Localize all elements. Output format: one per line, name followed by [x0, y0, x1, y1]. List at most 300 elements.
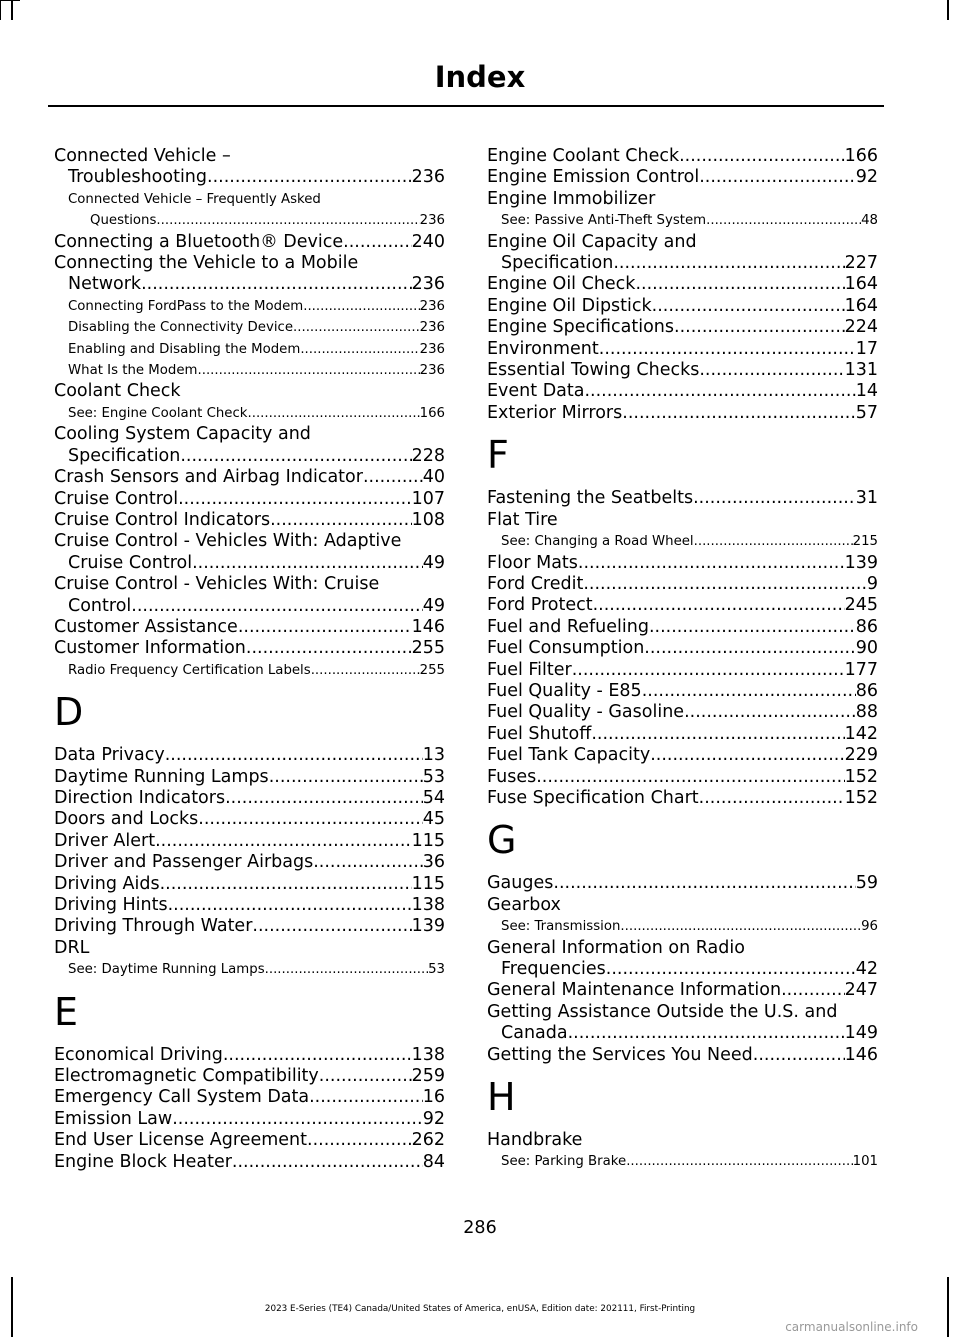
dot-leader: [642, 681, 856, 702]
dot-leader: [606, 959, 856, 980]
page-reference[interactable]: 236: [419, 320, 445, 336]
dot-leader: [622, 403, 855, 424]
index-entry[interactable]: [487, 1002, 878, 1045]
entry-text: Cruise Control - Vehicles With: Cruise: [54, 574, 380, 595]
index-entry[interactable]: [487, 873, 878, 894]
index-entry[interactable]: [487, 745, 878, 766]
entry-text: Data Privacy: [54, 745, 165, 766]
entry-text: Environment: [487, 338, 599, 359]
entry-text: Specification: [501, 253, 614, 274]
entry-text: Questions: [90, 213, 157, 229]
section-letter: G: [487, 818, 517, 863]
page-title: Index: [434, 60, 526, 94]
dot-leader: [247, 403, 419, 424]
entry-text: Floor Mats: [487, 552, 578, 573]
index-entry[interactable]: [54, 232, 445, 253]
dot-leader: [309, 1087, 423, 1108]
index-entry[interactable]: [487, 232, 878, 275]
entry-text: Engine Block Heater: [54, 1151, 232, 1172]
page-reference[interactable]: 236: [419, 213, 445, 229]
dot-leader: [160, 874, 412, 895]
index-column-left: [54, 146, 445, 1173]
entry-text: Fuel Tank Capacity: [487, 745, 651, 766]
dot-leader: [613, 253, 844, 274]
page-reference[interactable]: 227: [844, 253, 878, 274]
index-entry[interactable]: [487, 1045, 878, 1066]
page-reference[interactable]: 245: [844, 595, 878, 616]
index-entry[interactable]: [54, 1109, 445, 1130]
dot-leader: [684, 702, 856, 723]
index-entry[interactable]: [54, 489, 445, 510]
dot-leader: [265, 959, 428, 980]
page-reference[interactable]: 86: [855, 616, 878, 637]
entry-text: See: Passive Anti-Theft System: [501, 213, 707, 229]
index-entry[interactable]: [487, 980, 878, 1001]
entry-text: Driver and Passenger Airbags: [54, 852, 314, 873]
index-subentry[interactable]: [487, 1151, 878, 1172]
dot-leader: [620, 916, 861, 937]
page-reference[interactable]: 164: [844, 274, 878, 295]
entry-text: Driver Alert: [54, 830, 156, 851]
dot-leader: [706, 210, 861, 231]
index-subentry[interactable]: [487, 531, 878, 552]
dot-leader: [156, 210, 419, 231]
dot-leader: [652, 296, 845, 317]
dot-leader: [207, 167, 412, 188]
section-letter: H: [487, 1075, 516, 1120]
page-reference[interactable]: 138: [411, 895, 445, 915]
index-entry[interactable]: [54, 831, 445, 852]
footer-edition-note: 2023 E-Series (TE4) Canada/United States of America, enUSA, Edition date: 202111, First-Printing: [264, 1304, 696, 1314]
index-subentry[interactable]: [54, 317, 445, 338]
entry-text: Customer Assistance: [54, 616, 238, 637]
entry-text: Emergency Call System Data: [54, 1087, 310, 1108]
entry-text: Driving Through Water: [54, 916, 253, 937]
entry-text: See: Engine Coolant Check: [68, 405, 248, 421]
page-reference[interactable]: 45: [422, 809, 445, 830]
page-reference[interactable]: 53: [422, 766, 445, 787]
index-entry[interactable]: [487, 381, 878, 402]
index-entry[interactable]: [487, 767, 878, 788]
page-reference[interactable]: 101: [852, 1154, 878, 1170]
dot-leader: [699, 167, 855, 188]
index-entry[interactable]: [54, 574, 445, 617]
entry-text: Fuel and Refueling: [487, 616, 649, 637]
entry-text: Frequencies: [501, 959, 606, 979]
page-reference[interactable]: 236: [411, 274, 445, 295]
entry-text: Flat Tire: [487, 509, 558, 530]
page-reference[interactable]: 115: [411, 830, 445, 851]
entry-text: Enabling and Disabling the Modem: [68, 341, 301, 357]
entry-text: Driving Aids: [54, 873, 160, 894]
section-letter: E: [54, 989, 79, 1034]
page-reference[interactable]: 49: [422, 595, 445, 616]
entry-text: DRL: [54, 937, 90, 958]
page-reference[interactable]: 215: [852, 534, 878, 550]
section-letter: F: [487, 433, 509, 478]
entry-text: Troubleshooting: [68, 167, 208, 188]
dot-leader: [679, 146, 844, 167]
page-reference[interactable]: 146: [411, 616, 445, 637]
entry-text: Getting the Services You Need: [487, 1044, 753, 1065]
entry-text: Fuel Shutoff: [487, 723, 592, 744]
index-subentry[interactable]: [54, 403, 445, 424]
dot-leader: [626, 1151, 852, 1172]
index-subentry[interactable]: [54, 339, 445, 360]
dot-leader: [269, 767, 423, 788]
page-reference[interactable]: 9: [866, 573, 878, 594]
entry-text: Event Data: [487, 381, 585, 402]
page-reference[interactable]: 152: [844, 766, 878, 787]
dot-leader: [141, 274, 412, 295]
dot-leader: [694, 531, 853, 552]
entry-text: Coolant Check: [54, 381, 181, 402]
crop-mark: [0, 0, 20, 1]
crop-mark: [11, 0, 13, 20]
dot-leader: [155, 831, 412, 852]
dot-leader: [674, 317, 845, 338]
entry-text: Fuel Quality - Gasoline: [487, 702, 685, 723]
index-subentry[interactable]: [54, 660, 445, 681]
entry-text: Ford Protect: [487, 595, 593, 616]
entry-text: Connecting FordPass to the Modem: [68, 298, 304, 314]
index-entry[interactable]: [54, 809, 445, 830]
page-reference[interactable]: 240: [411, 231, 445, 252]
index-entry[interactable]: [487, 724, 878, 745]
dot-leader: [644, 638, 855, 659]
dot-leader: [363, 467, 423, 488]
dot-leader: [568, 1023, 845, 1044]
entry-text: Cruise Control Indicators: [54, 509, 271, 530]
header-divider: [48, 105, 884, 107]
entry-text: Fuel Consumption: [487, 638, 645, 659]
index-entry[interactable]: [54, 874, 445, 895]
page-reference[interactable]: 59: [855, 873, 878, 894]
page-reference[interactable]: 131: [844, 360, 878, 381]
dot-leader: [168, 895, 412, 916]
dot-leader: [650, 745, 844, 766]
index-entry[interactable]: [54, 510, 445, 531]
index-entry[interactable]: [54, 788, 445, 809]
index-entry[interactable]: [54, 531, 445, 574]
dot-leader: [293, 317, 420, 338]
entry-text: Direction Indicators: [54, 787, 226, 808]
page-reference[interactable]: 40: [422, 467, 445, 488]
page-reference[interactable]: 259: [411, 1066, 445, 1087]
index-entry[interactable]: [487, 317, 878, 338]
index-entry[interactable]: [54, 146, 445, 189]
entry-text: Connecting a Bluetooth® Device: [54, 231, 344, 252]
index-entry[interactable]: [487, 574, 878, 595]
dot-leader: [635, 274, 844, 295]
index-entry[interactable]: [54, 1152, 445, 1173]
dot-leader: [593, 595, 845, 616]
index-entry[interactable]: [54, 938, 445, 959]
index-entry[interactable]: [487, 1130, 878, 1151]
entry-text: Disabling the Connectivity Device: [68, 320, 294, 336]
index-entry[interactable]: [487, 553, 878, 574]
index-entry[interactable]: [487, 167, 878, 188]
dot-leader: [180, 446, 411, 467]
entry-text: Exterior Mirrors: [487, 402, 623, 423]
entry-text: General Maintenance Information: [487, 980, 782, 1001]
entry-text: End User License Agreement: [54, 1130, 307, 1151]
page-reference[interactable]: 17: [855, 338, 878, 359]
dot-leader: [311, 660, 420, 681]
entry-text: Driving Hints: [54, 895, 168, 915]
entry-text: Cruise Control - Vehicles With: Adaptive: [54, 531, 402, 552]
entry-text: Network: [68, 274, 142, 295]
page-reference[interactable]: 48: [861, 213, 878, 229]
page-reference[interactable]: 139: [411, 916, 445, 937]
page-reference[interactable]: 236: [419, 363, 445, 379]
dot-leader: [536, 767, 844, 788]
index-entry[interactable]: [487, 339, 878, 360]
entry-text: Engine Emission Control: [487, 167, 700, 188]
page-reference[interactable]: 164: [844, 295, 878, 316]
index-entry[interactable]: [487, 638, 878, 659]
page-reference[interactable]: 107: [411, 488, 445, 509]
page-reference[interactable]: 86: [855, 680, 878, 701]
entry-text: Connecting the Vehicle to a Mobile: [54, 253, 359, 274]
index-entry[interactable]: [54, 916, 445, 937]
page-reference[interactable]: 90: [855, 638, 878, 659]
page-reference[interactable]: 54: [422, 787, 445, 808]
entry-text: Handbrake: [487, 1130, 583, 1151]
index-subentry[interactable]: [54, 959, 445, 980]
index-entry[interactable]: [54, 253, 445, 296]
page-reference[interactable]: 247: [844, 980, 878, 1001]
index-entry[interactable]: [487, 296, 878, 317]
entry-text: Crash Sensors and Airbag Indicator: [54, 467, 363, 488]
entry-text: Gearbox: [487, 894, 561, 915]
dot-leader: [223, 1045, 412, 1066]
page-reference[interactable]: 166: [419, 405, 445, 421]
dot-leader: [303, 296, 419, 317]
crop-mark: [0, 0, 1, 20]
entry-text: Engine Oil Check: [487, 274, 636, 295]
dot-leader: [781, 980, 845, 1001]
index-entry[interactable]: [487, 938, 878, 981]
watermark: carmanualsonline.info: [785, 1320, 918, 1334]
page-number: 286: [463, 1218, 497, 1238]
entry-text: Customer Information: [54, 638, 246, 659]
entry-text: Fuel Quality - E85: [487, 680, 642, 701]
index-entry[interactable]: [54, 1087, 445, 1108]
entry-text: Cruise Control: [68, 552, 193, 573]
dot-leader: [178, 489, 412, 510]
dot-leader: [270, 510, 412, 531]
dot-leader: [313, 852, 423, 873]
page-reference[interactable]: 224: [844, 317, 878, 338]
page-reference[interactable]: 13: [422, 745, 445, 766]
page-reference[interactable]: 88: [855, 702, 878, 723]
dot-leader: [553, 873, 855, 894]
dot-leader: [238, 617, 412, 638]
index-entry[interactable]: [54, 1045, 445, 1066]
index-entry[interactable]: [487, 660, 878, 681]
index-subentry[interactable]: [487, 210, 878, 231]
page-reference[interactable]: 92: [422, 1108, 445, 1129]
entry-text: See: Transmission: [501, 919, 621, 935]
page-reference[interactable]: 96: [861, 919, 878, 935]
index-subentry[interactable]: [487, 916, 878, 937]
page-reference[interactable]: 42: [855, 959, 878, 979]
page-reference[interactable]: 53: [428, 962, 445, 978]
entry-text: See: Parking Brake: [501, 1154, 627, 1170]
entry-text: Doors and Locks: [54, 809, 199, 830]
entry-text: Essential Towing Checks: [487, 360, 700, 381]
index-entry[interactable]: [54, 467, 445, 488]
entry-text: Fastening the Seatbelts: [487, 488, 694, 509]
entry-text: Electromagnetic Compatibility: [54, 1066, 319, 1087]
page-reference[interactable]: 229: [844, 745, 878, 766]
dot-leader: [583, 574, 867, 595]
entry-text: General Information on Radio: [487, 937, 745, 958]
index-entry[interactable]: [487, 788, 878, 809]
dot-leader: [599, 339, 856, 360]
page-reference[interactable]: 84: [422, 1151, 445, 1172]
index-entry[interactable]: [54, 745, 445, 766]
entry-text: Radio Frequency Certification Labels: [68, 662, 311, 678]
index-entry[interactable]: [54, 638, 445, 659]
entry-text: Cruise Control: [54, 488, 179, 509]
entry-text: Engine Coolant Check: [487, 146, 680, 166]
page-reference[interactable]: 108: [411, 509, 445, 530]
entry-text: Canada: [501, 1023, 568, 1044]
entry-text: Engine Oil Capacity and: [487, 231, 697, 252]
page-reference[interactable]: 31: [855, 488, 878, 509]
dot-leader: [572, 660, 845, 681]
entry-text: Engine Immobilizer: [487, 188, 656, 209]
dot-leader: [307, 1130, 412, 1151]
entry-text: Engine Specifications: [487, 317, 675, 338]
dot-leader: [225, 788, 423, 809]
dot-leader: [131, 596, 422, 617]
index-column-right: [487, 146, 878, 1173]
dot-leader: [343, 232, 411, 253]
entry-text: Gauges: [487, 873, 554, 894]
page-reference[interactable]: 139: [844, 552, 878, 573]
dot-leader: [753, 1045, 845, 1066]
entry-text: Specification: [68, 445, 181, 466]
dot-leader: [192, 553, 423, 574]
page-reference[interactable]: 255: [411, 638, 445, 659]
page-reference[interactable]: 236: [419, 298, 445, 314]
entry-text: Connected Vehicle – Frequently Asked: [68, 191, 321, 207]
entry-text: What Is the Modem: [68, 363, 198, 379]
entry-text: Getting Assistance Outside the U.S. and: [487, 1001, 838, 1022]
entry-text: Fuse Specification Chart: [487, 787, 699, 808]
index-entry[interactable]: [54, 852, 445, 873]
page-reference[interactable]: 166: [844, 146, 878, 166]
page-reference[interactable]: 142: [844, 723, 878, 744]
index-entry[interactable]: [487, 617, 878, 638]
entry-text: Fuel Filter: [487, 659, 572, 680]
dot-leader: [197, 360, 419, 381]
dot-leader: [649, 617, 856, 638]
index-entry[interactable]: [54, 1130, 445, 1151]
page-reference[interactable]: 177: [844, 659, 878, 680]
index-subentry[interactable]: [54, 296, 445, 317]
entry-text: Daytime Running Lamps: [54, 766, 269, 787]
index-entry[interactable]: [54, 767, 445, 788]
page-reference[interactable]: 92: [855, 167, 878, 188]
entry-text: Ford Credit: [487, 573, 584, 594]
entry-text: Emission Law: [54, 1108, 173, 1129]
page-reference[interactable]: 146: [844, 1044, 878, 1065]
dot-leader: [198, 809, 422, 830]
entry-text: Engine Oil Dipstick: [487, 295, 652, 316]
dot-leader: [172, 1109, 423, 1130]
page-reference[interactable]: 152: [844, 787, 878, 808]
page-reference[interactable]: 236: [419, 341, 445, 357]
index-entry[interactable]: [487, 681, 878, 702]
page-reference[interactable]: 36: [422, 852, 445, 873]
index-entry[interactable]: [487, 360, 878, 381]
page-reference[interactable]: 228: [411, 445, 445, 466]
page-reference[interactable]: 138: [411, 1044, 445, 1065]
page-reference[interactable]: 16: [422, 1087, 445, 1108]
index-entry[interactable]: [487, 403, 878, 424]
dot-leader: [699, 360, 844, 381]
index-entry[interactable]: [487, 488, 878, 509]
page-reference[interactable]: 57: [855, 402, 878, 423]
index-entry[interactable]: [54, 381, 445, 402]
entry-text: Control: [68, 595, 132, 616]
dot-leader: [584, 381, 855, 402]
index-entry[interactable]: [487, 595, 878, 616]
entry-text: Economical Driving: [54, 1044, 223, 1065]
index-entry[interactable]: [54, 895, 445, 916]
page-reference[interactable]: 49: [422, 552, 445, 573]
page-reference[interactable]: 115: [411, 873, 445, 894]
dot-leader: [578, 553, 845, 574]
index-entry[interactable]: [54, 617, 445, 638]
dot-leader: [300, 339, 419, 360]
dot-leader: [699, 788, 845, 809]
index-entry[interactable]: [487, 274, 878, 295]
index-entry[interactable]: [487, 189, 878, 210]
index-subentry[interactable]: [54, 360, 445, 381]
index-entry[interactable]: [487, 702, 878, 723]
page-reference[interactable]: 149: [844, 1023, 878, 1044]
entry-text: Cooling System Capacity and: [54, 424, 311, 445]
entry-text: Connected Vehicle –: [54, 146, 231, 166]
dot-leader: [246, 638, 412, 659]
page-reference[interactable]: 236: [411, 167, 445, 188]
index-subentry[interactable]: [54, 189, 445, 232]
index-entry[interactable]: [487, 895, 878, 916]
section-letter: D: [54, 690, 84, 735]
dot-leader: [165, 745, 423, 766]
page-reference[interactable]: 255: [419, 662, 445, 678]
index-entry[interactable]: [487, 510, 878, 531]
dot-leader: [252, 916, 411, 937]
page-reference[interactable]: 262: [411, 1130, 445, 1151]
crop-mark: [947, 0, 949, 20]
dot-leader: [319, 1066, 412, 1087]
entry-text: See: Changing a Road Wheel: [501, 534, 694, 550]
page-reference[interactable]: 14: [855, 381, 878, 402]
index-entry[interactable]: [487, 146, 878, 167]
dot-leader: [232, 1152, 423, 1173]
dot-leader: [693, 488, 856, 509]
index-entry[interactable]: [54, 1066, 445, 1087]
entry-text: Fuses: [487, 766, 537, 787]
dot-leader: [591, 724, 844, 745]
index-entry[interactable]: [54, 424, 445, 467]
